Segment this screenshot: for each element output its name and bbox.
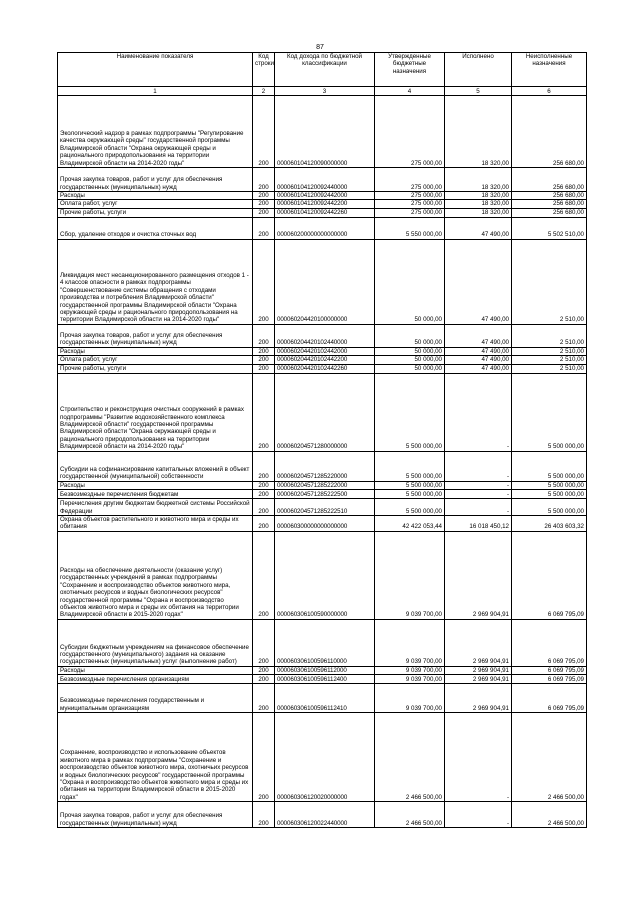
row-income-code: 000060104120092442260 <box>275 208 375 217</box>
row-executed: 18 320,00 <box>445 208 512 217</box>
row-executed: 18 320,00 <box>445 168 512 192</box>
row-approved: 2 466 500,00 <box>375 802 445 828</box>
row-unexecuted: 6 069 795,09 <box>512 684 587 713</box>
row-income-code: 000060104120092442200 <box>275 200 375 208</box>
row-unexecuted: 2 510,00 <box>512 356 587 364</box>
row-line-code: 200 <box>253 373 275 451</box>
row-line-code: 200 <box>253 666 275 674</box>
row-unexecuted: 256 680,00 <box>512 200 587 208</box>
row-name: Расходы на обеспечение деятельности (оказание услуг) государственных учреждений в рамках подпрограммы "Сохранение и воспроизводство объектов животного мира, охотничьих ресурсов и водных биологических ресурсов" государственной программы "Охрана и воспроизводство объектов животного мира и среды их обитания на территории Владимирской области в 2015-2020 годах" <box>58 531 253 619</box>
row-income-code: 000060204420102442260 <box>275 364 375 373</box>
row-unexecuted: 256 680,00 <box>512 208 587 217</box>
row-line-code: 200 <box>253 364 275 373</box>
row-line-code: 200 <box>253 239 275 324</box>
header-unexecuted: Неисполненные назначения <box>512 53 587 87</box>
row-approved: 50 000,00 <box>375 324 445 347</box>
row-income-code: 000060204571285222000 <box>275 481 375 489</box>
row-income-code: 000060104120092442000 <box>275 192 375 200</box>
table-row <box>58 347 587 355</box>
row-executed: - <box>445 490 512 499</box>
row-executed: 2 969 904,91 <box>445 531 512 619</box>
table-row <box>58 802 587 828</box>
row-executed: 47 490,00 <box>445 239 512 324</box>
row-approved: 275 000,00 <box>375 168 445 192</box>
row-income-code: 000060204571280000000 <box>275 373 375 451</box>
row-line-code: 200 <box>253 324 275 347</box>
row-unexecuted: 2 510,00 <box>512 324 587 347</box>
row-name: Субсидии на софинансирование капитальных вложений в объект государственной (муниципальной) собственности <box>58 451 253 481</box>
row-approved: 2 466 500,00 <box>375 713 445 802</box>
row-income-code: 000060306100596110000 <box>275 619 375 666</box>
row-line-code: 200 <box>253 490 275 499</box>
row-unexecuted: 6 069 795,09 <box>512 619 587 666</box>
table-header-row <box>58 53 587 87</box>
row-executed: - <box>445 373 512 451</box>
row-executed: 18 320,00 <box>445 96 512 168</box>
row-income-code: 000060200000000000000 <box>275 217 375 239</box>
row-unexecuted: 5 500 000,00 <box>512 451 587 481</box>
row-approved: 275 000,00 <box>375 200 445 208</box>
row-name: Строительство и реконструкция очистных сооружений в рамках подпрограммы "Развитие водохозяйственного комплекса Владимирской области" государственной программы Владимирской области "Охрана окружающей среды и рационального природопользования на территории Владимирской области на 2014-2020 годы" <box>58 373 253 451</box>
row-executed: 47 490,00 <box>445 364 512 373</box>
row-unexecuted: 5 500 000,00 <box>512 499 587 516</box>
table-row <box>58 364 587 373</box>
row-approved: 275 000,00 <box>375 208 445 217</box>
row-name: Расходы <box>58 666 253 674</box>
row-executed: 2 969 904,91 <box>445 619 512 666</box>
row-line-code: 200 <box>253 499 275 516</box>
row-income-code: 000060204420100000000 <box>275 239 375 324</box>
row-line-code: 200 <box>253 356 275 364</box>
row-line-code: 200 <box>253 516 275 532</box>
row-income-code: 000060306100596112410 <box>275 684 375 713</box>
row-name: Расходы <box>58 347 253 355</box>
row-executed: 2 969 904,91 <box>445 684 512 713</box>
row-approved: 42 422 053,44 <box>375 516 445 532</box>
row-income-code: 000060204420102442000 <box>275 347 375 355</box>
row-line-code: 200 <box>253 619 275 666</box>
row-executed: 47 490,00 <box>445 356 512 364</box>
column-number: 4 <box>375 87 445 96</box>
row-line-code: 200 <box>253 192 275 200</box>
table-row <box>58 96 587 168</box>
row-name: Сохранение, воспроизводство и использование объектов животного мира в рамках подпрограммы "Сохранение и воспроизводство объектов животного мира, охотничьих ресурсов и водных биологических ресурсов" государственной программы "Охрана и воспроизводство объектов животного мира и среды их обитания на территории Владимирской области в 2015-2020 годах" <box>58 713 253 802</box>
row-name: Сбор, удаление отходов и очистка сточных вод <box>58 217 253 239</box>
column-number: 2 <box>253 87 275 96</box>
row-line-code: 200 <box>253 531 275 619</box>
row-executed: 2 969 904,91 <box>445 666 512 674</box>
row-unexecuted: 6 069 795,09 <box>512 666 587 674</box>
row-executed: - <box>445 499 512 516</box>
row-income-code: 000060306100590000000 <box>275 531 375 619</box>
row-approved: 5 500 000,00 <box>375 373 445 451</box>
column-number: 3 <box>275 87 375 96</box>
table-row <box>58 356 587 364</box>
header-income-code: Код дохода по бюджетной классификации <box>275 53 375 87</box>
row-unexecuted: 2 510,00 <box>512 347 587 355</box>
table-row <box>58 481 587 489</box>
table-row <box>58 373 587 451</box>
row-name: Оплата работ, услуг <box>58 356 253 364</box>
row-executed: 2 969 904,91 <box>445 675 512 684</box>
row-name: Прочие работы, услуги <box>58 364 253 373</box>
row-approved: 9 039 700,00 <box>375 619 445 666</box>
row-line-code: 200 <box>253 451 275 481</box>
row-approved: 9 039 700,00 <box>375 675 445 684</box>
row-name: Субсидии бюджетным учреждениям на финансовое обеспечение государственного (муниципального) задания на оказание государственных (муниципальных) услуг (выполнение работ) <box>58 619 253 666</box>
row-approved: 275 000,00 <box>375 192 445 200</box>
header-executed: Исполнено <box>445 53 512 87</box>
page-number: 87 <box>316 44 324 51</box>
row-name: Безвозмездные перечисления организациям <box>58 675 253 684</box>
row-income-code: 000060204420102440000 <box>275 324 375 347</box>
table-row <box>58 208 587 217</box>
row-unexecuted: 5 500 000,00 <box>512 490 587 499</box>
row-name: Безвозмездные перечисления государственным и муниципальным организациям <box>58 684 253 713</box>
table-row <box>58 516 587 532</box>
row-name: Экологический надзор в рамках подпрограммы "Регулирование качества окружающей среды" государственной программы Владимирской области "Охрана окружающей среды и рационального природопользования на территории Владимирской области на 2014-2020 годы" <box>58 96 253 168</box>
table-row <box>58 619 587 666</box>
row-line-code: 200 <box>253 802 275 828</box>
row-executed: - <box>445 802 512 828</box>
row-unexecuted: 256 680,00 <box>512 168 587 192</box>
row-approved: 5 500 000,00 <box>375 490 445 499</box>
row-approved: 9 039 700,00 <box>375 684 445 713</box>
row-line-code: 200 <box>253 200 275 208</box>
row-unexecuted: 2 466 500,00 <box>512 713 587 802</box>
row-unexecuted: 5 500 000,00 <box>512 481 587 489</box>
row-approved: 9 039 700,00 <box>375 531 445 619</box>
row-line-code: 200 <box>253 168 275 192</box>
row-income-code: 000060300000000000000 <box>275 516 375 532</box>
row-income-code: 000060306120022440000 <box>275 802 375 828</box>
row-income-code: 000060104120090000000 <box>275 96 375 168</box>
column-number: 6 <box>512 87 587 96</box>
row-income-code: 000060204420102442200 <box>275 356 375 364</box>
row-income-code: 000060204571285222500 <box>275 490 375 499</box>
row-name: Расходы <box>58 192 253 200</box>
row-unexecuted: 26 403 603,32 <box>512 516 587 532</box>
row-executed: - <box>445 713 512 802</box>
table-row <box>58 200 587 208</box>
table-row <box>58 192 587 200</box>
row-approved: 9 039 700,00 <box>375 666 445 674</box>
column-number-row <box>58 87 587 96</box>
table-row <box>58 531 587 619</box>
table-row <box>58 217 587 239</box>
row-approved: 50 000,00 <box>375 347 445 355</box>
column-number: 1 <box>58 87 253 96</box>
table-row <box>58 684 587 713</box>
row-name: Прочие работы, услуги <box>58 208 253 217</box>
row-name: Охрана объектов растительного и животного мира и среды их обитания <box>58 516 253 532</box>
row-name: Перечисления другим бюджетам бюджетной системы Российской Федерации <box>58 499 253 516</box>
row-name: Прочая закупка товаров, работ и услуг для обеспечения государственных (муниципальных) нужд <box>58 802 253 828</box>
table-row <box>58 168 587 192</box>
row-unexecuted: 6 069 795,09 <box>512 675 587 684</box>
row-line-code: 200 <box>253 96 275 168</box>
row-unexecuted: 2 510,00 <box>512 364 587 373</box>
table-row <box>58 239 587 324</box>
expenditure-table <box>57 52 587 828</box>
row-approved: 5 500 000,00 <box>375 499 445 516</box>
row-income-code: 000060306100596112400 <box>275 675 375 684</box>
column-number: 5 <box>445 87 512 96</box>
table-row <box>58 490 587 499</box>
row-approved: 5 550 000,00 <box>375 217 445 239</box>
row-unexecuted: 2 466 500,00 <box>512 802 587 828</box>
row-name: Расходы <box>58 481 253 489</box>
row-approved: 50 000,00 <box>375 356 445 364</box>
table-row <box>58 713 587 802</box>
row-unexecuted: 256 680,00 <box>512 96 587 168</box>
header-name: Наименование показателя <box>58 53 253 87</box>
row-line-code: 200 <box>253 217 275 239</box>
table-row <box>58 324 587 347</box>
row-line-code: 200 <box>253 675 275 684</box>
row-unexecuted: 5 502 510,00 <box>512 217 587 239</box>
row-line-code: 200 <box>253 684 275 713</box>
row-name: Оплата работ, услуг <box>58 200 253 208</box>
row-unexecuted: 256 680,00 <box>512 192 587 200</box>
row-unexecuted: 6 069 795,09 <box>512 531 587 619</box>
row-executed: - <box>445 481 512 489</box>
row-approved: 5 500 000,00 <box>375 451 445 481</box>
row-executed: 47 490,00 <box>445 347 512 355</box>
header-line-code: Код строки <box>253 53 275 87</box>
row-approved: 5 500 000,00 <box>375 481 445 489</box>
row-line-code: 200 <box>253 347 275 355</box>
row-income-code: 000060104120092440000 <box>275 168 375 192</box>
row-executed: 18 320,00 <box>445 200 512 208</box>
row-approved: 275 000,00 <box>375 96 445 168</box>
row-name: Прочая закупка товаров, работ и услуг для обеспечения государственных (муниципальных) нужд <box>58 324 253 347</box>
table-row <box>58 675 587 684</box>
table-row <box>58 666 587 674</box>
row-name: Ликвидация мест несанкционированного размещения отходов 1 - 4 классов опасности в рамках подпрограммы "Совершенствование системы обращения с отходами производства и потребления Владимирской области" государственной программы Владимирской области "Охрана окружающей среды и рационального природопользования на территории Владимирской области на 2014-2020 годы" <box>58 239 253 324</box>
row-line-code: 200 <box>253 481 275 489</box>
row-line-code: 200 <box>253 713 275 802</box>
row-unexecuted: 2 510,00 <box>512 239 587 324</box>
table-row <box>58 451 587 481</box>
row-line-code: 200 <box>253 208 275 217</box>
row-income-code: 000060204571285222510 <box>275 499 375 516</box>
row-executed: - <box>445 451 512 481</box>
row-income-code: 000060306120020000000 <box>275 713 375 802</box>
row-name: Безвозмездные перечисления бюджетам <box>58 490 253 499</box>
row-executed: 47 490,00 <box>445 217 512 239</box>
row-name: Прочая закупка товаров, работ и услуг для обеспечения государственных (муниципальных) нужд <box>58 168 253 192</box>
row-executed: 18 320,00 <box>445 192 512 200</box>
table-row <box>58 499 587 516</box>
row-executed: 16 018 450,12 <box>445 516 512 532</box>
row-executed: 47 490,00 <box>445 324 512 347</box>
row-income-code: 000060306100596112000 <box>275 666 375 674</box>
row-approved: 50 000,00 <box>375 364 445 373</box>
row-unexecuted: 5 500 000,00 <box>512 373 587 451</box>
row-income-code: 000060204571285220000 <box>275 451 375 481</box>
row-approved: 50 000,00 <box>375 239 445 324</box>
header-approved: Утвержденные бюджетные назначения <box>375 53 445 87</box>
